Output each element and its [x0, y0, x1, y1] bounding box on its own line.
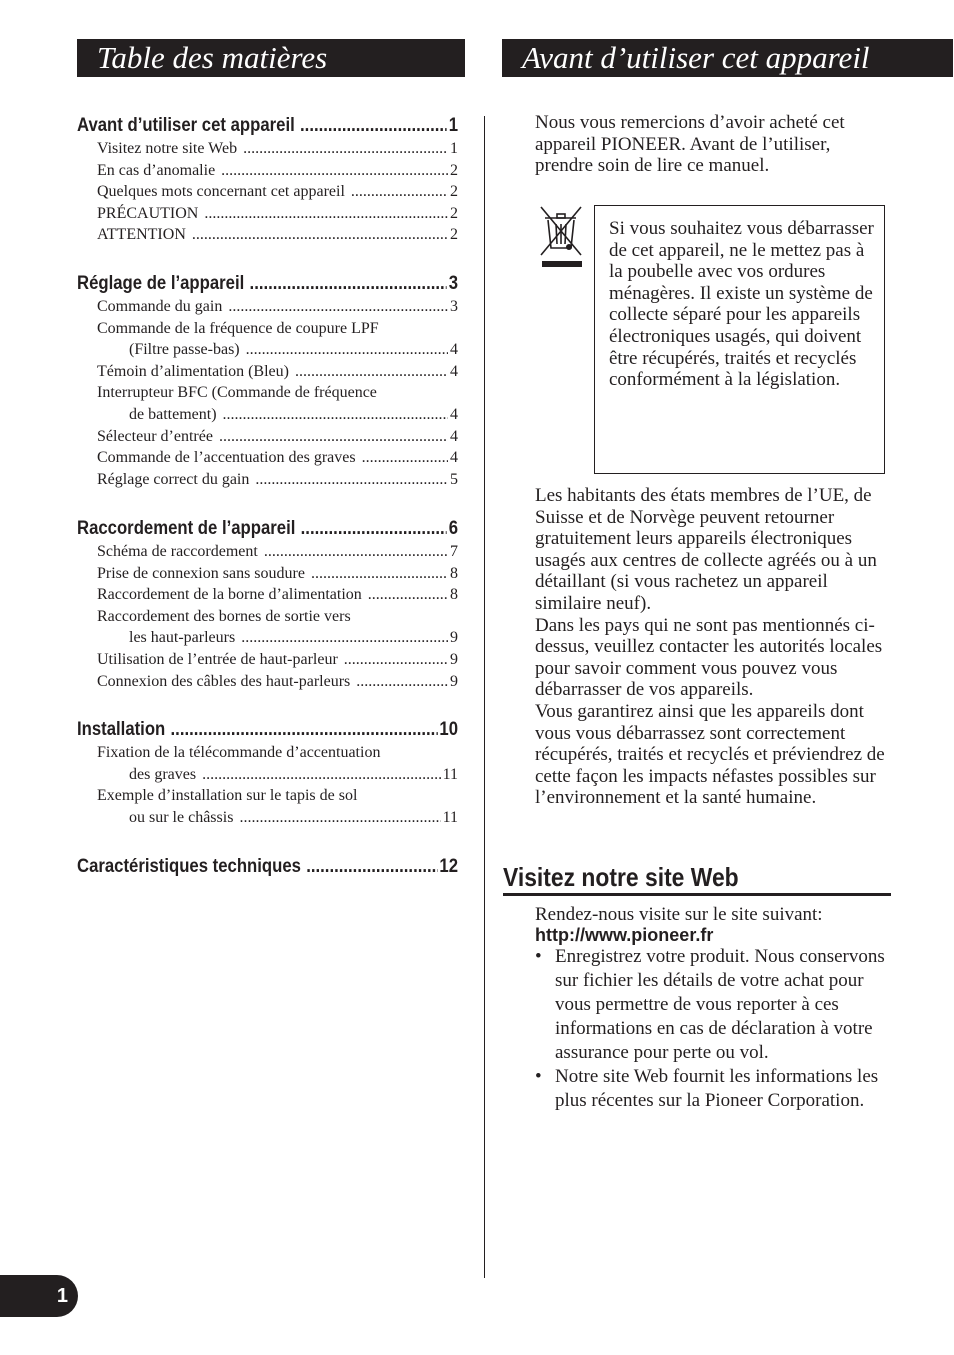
toc-entry-continued[interactable]: ou sur le châssis ..... 11 — [77, 807, 458, 829]
website-heading-text: Visitez notre site Web — [503, 862, 739, 892]
toc-entry[interactable]: PRÉCAUTION ..... 2 — [77, 203, 458, 225]
toc-section-title[interactable]: Installation ..... 10 — [77, 718, 458, 742]
toc-section-title[interactable]: Raccordement de l’appareil ..... 6 — [77, 517, 458, 541]
toc-entry[interactable]: Visitez notre site Web ..... 1 — [77, 138, 458, 160]
website-section — [535, 904, 890, 1113]
toc-entry-continued[interactable]: (Filtre passe-bas) ..... 4 — [77, 339, 458, 361]
column-divider — [484, 116, 485, 1278]
toc-section-title[interactable]: Caractéristiques techniques ..... 12 — [77, 855, 458, 879]
toc-entry[interactable]: Raccordement des bornes de sortie vers — [97, 607, 351, 625]
toc-entry[interactable]: Interrupteur BFC (Commande de fréquence — [97, 384, 377, 402]
toc-section — [77, 855, 458, 879]
paragraph: Vous garantirez ainsi que les appareils dont vous vous débarrassez sont correctement récupérés, traités et recyclés et préviendrez de cette façon les impacts néfastes possibles sur l’environnement et la santé humaine. — [535, 700, 885, 809]
toc-entry[interactable]: Commande de l’accentuation des graves ..... 4 — [77, 447, 458, 469]
toc-entry[interactable]: Fixation de la télécommande d’accentuation — [97, 744, 381, 761]
disposal-notice-box: Si vous souhaitez vous débarrasser de cet appareil, ne le mettez pas à la poubelle avec vos ordures ménagères. Il existe un système de collecte séparé pour les appareils électroniques usagés, qui doivent être récupérés, traités et recyclés conformément à la législation. — [594, 205, 885, 474]
toc-entry[interactable]: Sélecteur d’entrée ..... 4 — [77, 426, 458, 448]
website-bullet-list — [535, 945, 890, 1113]
toc-section — [77, 517, 458, 692]
intro-text: Nous vous remercions d’avoir acheté cet appareil PIONEER. Avant de l’utiliser, prendre soin de lire ce manuel. — [535, 112, 845, 177]
toc-section — [77, 114, 458, 246]
toc-entry[interactable]: Quelques mots concernant cet appareil ..... 2 — [77, 181, 458, 203]
paragraph: Dans les pays qui ne sont pas mentionnés ci-dessus, veuillez contacter les autorités locales pour savoir comment vous pouvez vous débarrasser de vos appareils. — [535, 614, 883, 701]
toc-section — [77, 718, 458, 828]
disposal-paragraphs — [535, 485, 890, 809]
toc-header: Table des matières — [77, 39, 465, 77]
toc-entry[interactable]: En cas d’anomalie ..... 2 — [77, 160, 458, 182]
toc-section — [77, 272, 458, 490]
bullet-item: • Notre site Web fournit les informations les plus récentes sur la Pioneer Corporation. — [535, 1065, 890, 1113]
page-number-tab: 1 — [0, 1275, 78, 1317]
toc-entry[interactable]: Schéma de raccordement ..... 7 — [77, 541, 458, 563]
section-header: Avant d’utiliser cet appareil — [502, 39, 953, 77]
toc-entry[interactable]: Commande du gain ..... 3 — [77, 296, 458, 318]
toc-entry[interactable]: Utilisation de l’entrée de haut-parleur ..... 9 — [77, 649, 458, 671]
toc-section-title[interactable]: Réglage de l’appareil ..... 3 — [77, 272, 458, 296]
toc-entry[interactable]: Commande de la fréquence de coupure LPF — [97, 319, 379, 337]
toc-entry[interactable]: ATTENTION ..... 2 — [77, 224, 458, 246]
toc-section-title[interactable]: Avant d’utiliser cet appareil ..... 1 — [77, 114, 458, 138]
toc-entry-continued[interactable]: les haut-parleurs ..... 9 — [77, 627, 458, 649]
toc-entry[interactable]: Prise de connexion sans soudure ..... 8 — [77, 563, 458, 585]
toc-entry[interactable]: Réglage correct du gain ..... 5 — [77, 469, 458, 491]
website-url-link[interactable]: http://www.pioneer.fr — [535, 925, 714, 945]
toc-entry[interactable]: Témoin d’alimentation (Bleu) ..... 4 — [77, 361, 458, 383]
crossed-out-wheelie-bin-icon — [536, 205, 586, 269]
website-heading — [503, 862, 891, 896]
toc-entry-continued[interactable]: des graves ..... 11 — [77, 764, 458, 786]
paragraph: Les habitants des états membres de l’UE, de Suisse et de Norvège peuvent retourner gratuitement leurs appareils électroniques usagés aux centres de collecte agréés ou à un détaillant (si vous rachetez un appareil similaire neuf). — [535, 485, 877, 614]
toc-entry[interactable]: Raccordement de la borne d’alimentation ..... 8 — [77, 584, 458, 606]
website-lead: Rendez-nous visite sur le site suivant: — [535, 904, 823, 925]
bullet-item: • Enregistrez votre produit. Nous conservons sur fichier les détails de votre achat pour vous permettre de vous reporter à ces informations en cas de déclaration à votre assurance pour perte ou vol. — [535, 945, 890, 1065]
toc-entry-continued[interactable]: de battement) ..... 4 — [77, 404, 458, 426]
toc-entry[interactable]: Exemple d’installation sur le tapis de sol — [97, 787, 358, 805]
toc-entry[interactable]: Connexion des câbles des haut-parleurs ..... 9 — [77, 671, 458, 693]
